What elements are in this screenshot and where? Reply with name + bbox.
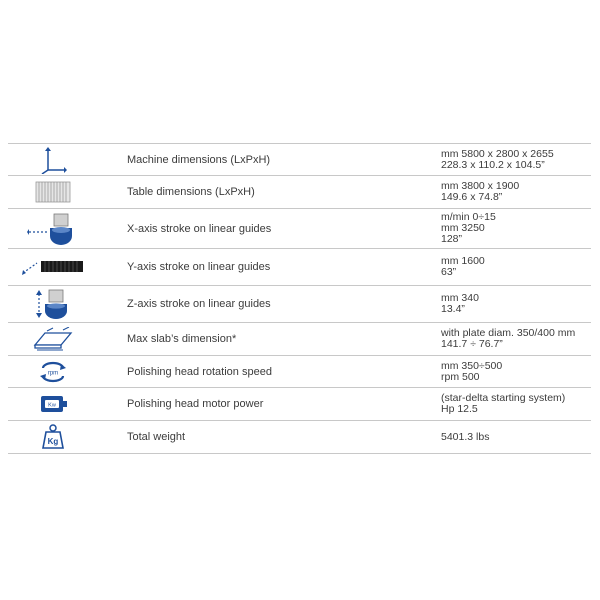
slab-icon <box>8 323 98 355</box>
table-slats-icon <box>8 176 98 208</box>
spec-row-total-weight <box>8 421 591 454</box>
spec-value-line: m/min 0÷15 <box>441 211 496 223</box>
spec-value-line: 228.3 x 110.2 x 104.5” <box>441 158 545 171</box>
spec-value-line: mm 3250 <box>441 222 485 234</box>
spec-label: Total weight <box>127 431 186 443</box>
spec-value-line: mm 5800 x 2800 x 2655 <box>441 147 554 160</box>
spec-label: Polishing head rotation speed <box>127 365 272 378</box>
rpm-icon-text: rpm <box>47 370 59 376</box>
spec-values <box>441 209 591 248</box>
spec-value-line: mm 350÷500 <box>441 359 503 372</box>
rpm-rotation-icon <box>8 356 98 387</box>
spec-row-machine-dimensions <box>8 144 591 176</box>
x-axis-head-icon <box>8 209 98 248</box>
spec-values <box>441 323 591 355</box>
spec-values <box>441 144 591 175</box>
spec-value-line: 141.7 ÷ 76.7” <box>441 338 503 350</box>
axes-corner-icon <box>8 144 98 175</box>
z-axis-head-icon <box>8 286 98 322</box>
spec-label: Z-axis stroke on linear guides <box>127 298 271 310</box>
spec-row-motor-power <box>8 388 591 421</box>
spec-row-z-axis-stroke <box>8 286 591 323</box>
spec-value-line: 149.6 x 74.8” <box>441 191 503 203</box>
spec-label: Polishing head motor power <box>127 398 264 410</box>
motor-icon <box>8 388 98 420</box>
specifications-table <box>8 143 591 454</box>
spec-value-line: Hp 12.5 <box>441 403 478 415</box>
spec-label: Machine dimensions (LxPxH) <box>127 153 271 166</box>
spec-value-line: 5401.3 lbs <box>441 430 490 443</box>
spec-row-table-dimensions <box>8 176 591 209</box>
spec-values <box>441 286 591 322</box>
kg-icon-text: Kg <box>47 437 59 446</box>
spec-value-line: mm 1600 <box>441 255 485 267</box>
weight-kg-icon <box>8 421 98 453</box>
spec-row-x-axis-stroke <box>8 209 591 249</box>
spec-value-line: (star-delta starting system) <box>441 392 566 404</box>
motor-icon-text: Kw <box>48 402 56 409</box>
spec-label: Y-axis stroke on linear guides <box>127 261 271 273</box>
spec-value-line: 63” <box>441 266 457 278</box>
spec-values <box>441 249 591 285</box>
spec-row-rotation-speed <box>8 356 591 388</box>
spec-row-y-axis-stroke <box>8 249 591 286</box>
spec-value-line: with plate diam. 350/400 mm <box>441 327 576 339</box>
spec-value-line: 128” <box>441 233 463 245</box>
spec-values <box>441 388 591 420</box>
spec-values <box>441 421 591 453</box>
spec-label: Max slab’s dimension* <box>127 333 237 345</box>
spec-values <box>441 356 591 387</box>
spec-value-line: rpm 500 <box>441 370 480 383</box>
spec-value-line: mm 3800 x 1900 <box>441 180 520 192</box>
y-axis-beam-icon <box>8 249 98 285</box>
spec-label: Table dimensions (LxPxH) <box>127 186 255 198</box>
spec-values <box>441 176 591 208</box>
spec-value-line: 13.4” <box>441 303 465 315</box>
spec-value-line: mm 340 <box>441 292 479 304</box>
spec-row-max-slab <box>8 323 591 356</box>
spec-label: X-axis stroke on linear guides <box>127 222 272 235</box>
